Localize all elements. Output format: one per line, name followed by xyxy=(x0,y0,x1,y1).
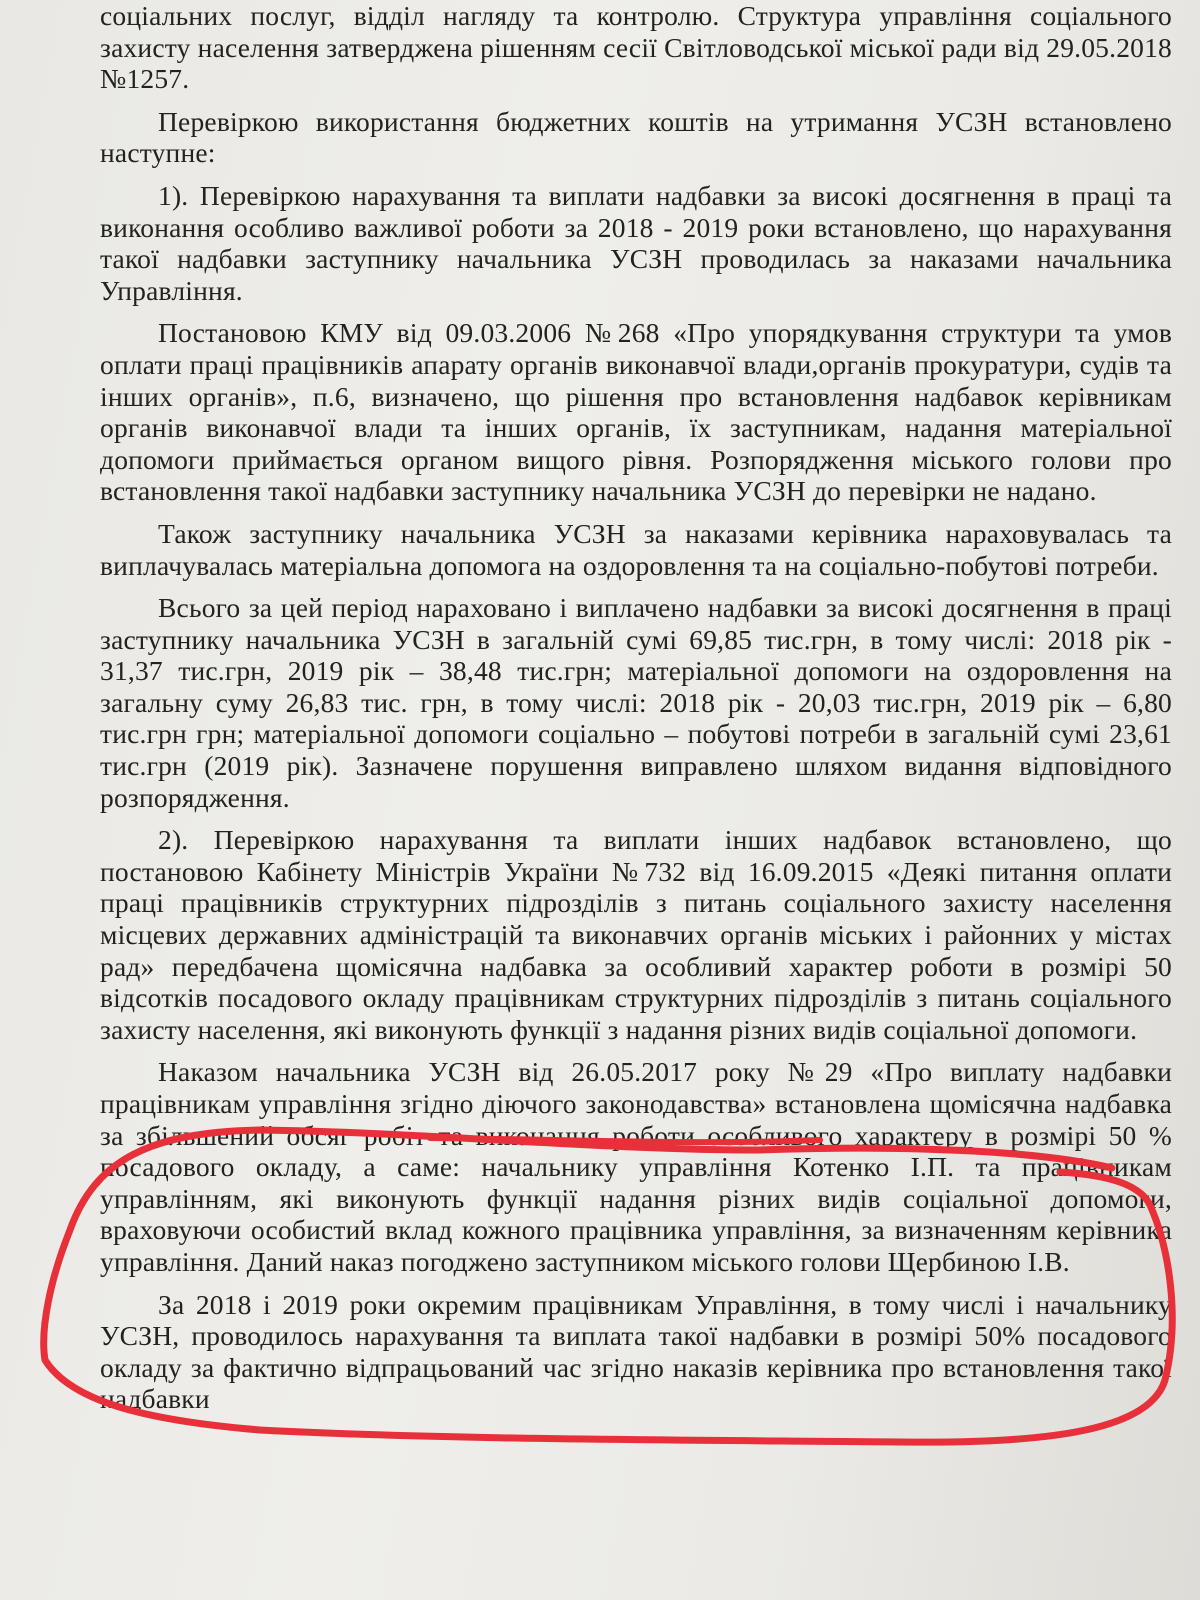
paragraph-2018-2019-payments: За 2018 і 2019 роки окремим працівникам Управління, в тому числі і начальнику УСЗН, проводилось нарахування та виплата такої надбавки в розмірі 50% посадового окладу за фактично відпрацьований час згідно наказів керівника про встановлення такої надбавки xyxy=(100,1288,1172,1415)
paragraph-point-2: 2). Перевіркою нарахування та виплати інших надбавок встановлено, що постановою Кабінету Міністрів України №732 від 16.09.2015 «Деякі питання оплати праці працівників структурних підрозділів з питань соціального захисту населення місцевих державних адміністрацій та виконавчих органів міських і районних у містах рад» передбачена щомісячна надбавка за особливий характер роботи в розмірі 50 відсотків посадового окладу працівникам структурних підрозділів з питань соціального захисту населення, які виконують функції з надання різних видів соціальної допомоги. xyxy=(100,824,1172,1045)
paragraph-material-aid: Також заступнику начальника УСЗН за наказами керівника нараховувалась та виплачувалась матеріальна допомога на оздоровлення та на соціально-побутові потреби. xyxy=(100,517,1172,581)
document-text xyxy=(100,0,1172,1426)
paragraph-totals: Всього за цей період нараховано і виплачено надбавки за високі досягнення в праці заступнику начальника УСЗН в загальній сумі 69,85 тис.грн, в тому числі: 2018 рік - 31,37 тис.грн, 2019 рік – 38,48 тис.грн; матеріальної допомоги на оздоровлення на загальну суму 26,83 тис. грн, в тому числі: 2018 рік - 20,03 тис.грн, 2019 рік – 6,80 тис.грн грн; матеріальної допомоги соціально – побутові потреби в загальній сумі 23,61 тис.грн (2019 рік). Зазначене порушення виправлено шляхом видання відповідного розпорядження. xyxy=(100,592,1172,813)
paragraph-order-29-highlighted xyxy=(100,1056,1172,1277)
underlined-phrase: роботи особливого характеру xyxy=(612,1119,973,1151)
paragraph-point-1: 1). Перевіркою нарахування та виплати надбавки за високі досягнення в праці та виконання особливо важливої роботи за 2018 - 2019 роки встановлено, що нарахування такої надбавки заступнику начальника УСЗН проводилась за наказами начальника Управління. xyxy=(100,179,1172,306)
paragraph-verification-intro: Перевіркою використання бюджетних коштів на утримання УСЗН встановлено наступне: xyxy=(100,105,1172,169)
order-text-before: Наказом начальника УСЗН від 26.05.2017 року №29 «Про виплату надбавки працівникам управління згідно діючого законодавства» встановлена щомісячна надбавка за збільшений обсяг робіт та виконання xyxy=(100,1056,1172,1151)
paragraph-structure: соціальних послуг, відділ нагляду та контролю. Структура управління соціального захисту населення затверджена рішенням сесії Світловодської міської ради від 29.05.2018 №1257. xyxy=(100,0,1172,95)
order-text-after: в розмірі 50 % посадового окладу, а саме: начальнику управління Котенко І.П. та працівникам управлінням, які виконують функції надання різних видів соціальної допомоги, враховуючи особистий вклад кожного працівника управління, за визначенням керівника управління. Даний наказ погоджено заступником міського голови Щербиною І.В. xyxy=(100,1119,1172,1277)
paragraph-resolution-268: Постановою КМУ від 09.03.2006 №268 «Про упорядкування структури та умов оплати праці працівників апарату органів виконавчої влади,органів прокуратури, судів та інших органів», п.6, визначено, що рішення про встановлення надбавок керівникам органів виконавчої влади та інших органів, їх заступникам, надання матеріальної допомоги приймається органом вищого рівня. Розпорядження міського голови про встановлення такої надбавки заступнику начальника УСЗН до перевірки не надано. xyxy=(100,317,1172,507)
